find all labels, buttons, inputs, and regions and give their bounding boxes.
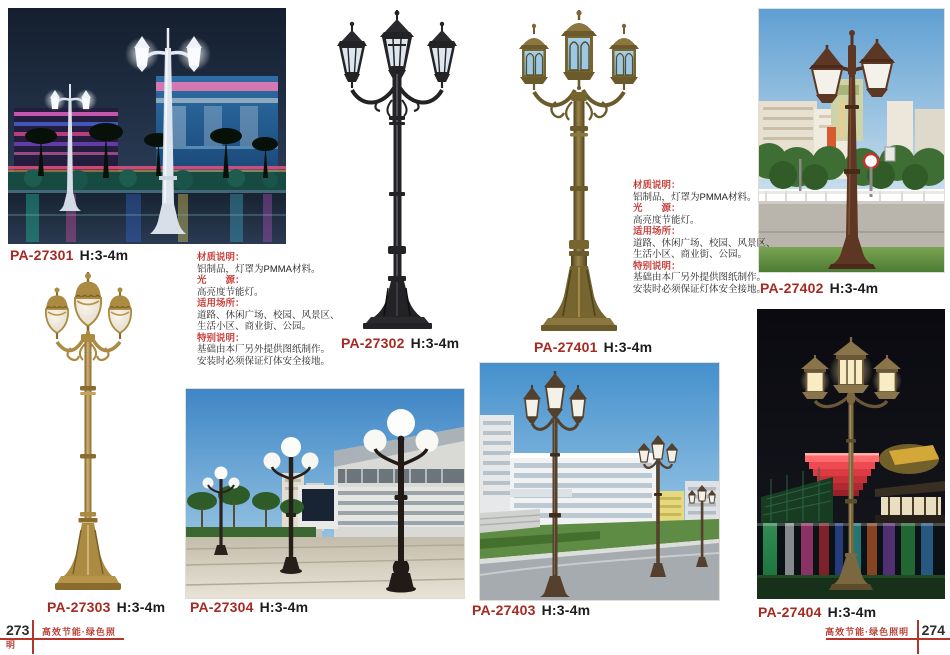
product-code: PA-27303 (47, 599, 111, 615)
spec-usage-line2: 生活小区、商业街、公园。 (633, 249, 748, 260)
gold-acorn-lamp (25, 268, 180, 598)
lamp-figure-27401 (512, 8, 647, 338)
product-height: H:3-4m (79, 247, 129, 263)
footer-left (6, 622, 124, 651)
footer-vline-right (917, 620, 919, 654)
product-label-27302 (341, 335, 459, 351)
spec-material-label: 材质说明： (197, 252, 245, 263)
night-plaza-scene (8, 8, 286, 244)
product-photo-27403 (479, 362, 720, 601)
spec-usage-label: 适用场所： (633, 226, 681, 237)
product-height: H:3-4m (116, 599, 166, 615)
page-number-left: 273 (6, 622, 30, 638)
spec-usage-label: 适用场所： (197, 298, 245, 309)
spec-source-value: 高亮度节能灯。 (197, 286, 264, 298)
product-label-27303 (47, 599, 165, 615)
lamp-figure-27303 (25, 268, 180, 598)
night-waterfront-scene (757, 309, 945, 599)
product-height: H:3-4m (829, 280, 879, 296)
product-photo-27301 (8, 8, 286, 244)
spec-special-line1: 基础由本厂另外提供图纸制作。 (197, 344, 331, 355)
product-label-27404 (758, 604, 876, 620)
product-code: PA-27404 (758, 604, 822, 620)
spec-material-value: 铝制品，灯罩为PMMA材料。 (197, 263, 321, 275)
product-label-27401 (534, 339, 652, 355)
spec-usage-line1: 道路、休闲广场、校园、风景区、 (197, 309, 340, 321)
product-label-27402 (760, 280, 878, 296)
product-height: H:3-4m (541, 602, 591, 618)
product-code: PA-27301 (10, 247, 74, 263)
spec-special-line2: 安装时必须保证灯体安全接地。 (633, 283, 767, 295)
spec-source-label: 光 源： (633, 203, 681, 214)
spec-special-line2: 安装时必须保证灯体安全接地。 (197, 355, 331, 367)
product-height: H:3-4m (259, 599, 309, 615)
spec-source-value: 高亮度节能灯。 (633, 214, 700, 226)
spec-usage-line2: 生活小区、商业街、公园。 (197, 321, 312, 332)
spec-usage-line1: 道路、休闲广场、校园、风景区、 (633, 237, 776, 249)
black-lantern-lamp (330, 8, 465, 334)
spec-block-right (633, 180, 776, 295)
product-code: PA-27401 (534, 339, 598, 355)
spec-special-line1: 基础由本厂另外提供图纸制作。 (633, 272, 767, 283)
page-number-right: 274 (921, 622, 945, 638)
product-photo-27304 (185, 388, 465, 599)
footer-slogan-left: 高效节能·绿色照明 (6, 627, 116, 650)
spec-source-label: 光 源： (197, 275, 245, 286)
bronze-lantern-lamp (512, 8, 647, 338)
product-height: H:3-4m (410, 335, 460, 351)
product-code: PA-27302 (341, 335, 405, 351)
product-code: PA-27403 (472, 602, 536, 618)
spec-material-label: 材质说明： (633, 180, 681, 191)
product-height: H:3-4m (827, 604, 877, 620)
day-street-scene (759, 9, 944, 272)
product-label-27403 (472, 602, 590, 618)
product-photo-27402 (758, 8, 945, 273)
footer-vline-left (32, 620, 34, 654)
footer-underline-right (826, 638, 950, 640)
spec-material-value: 铝制品，灯罩为PMMA材料。 (633, 191, 757, 203)
spec-special-label: 特别说明： (197, 332, 245, 344)
footer-underline-left (0, 638, 124, 640)
footer-right (825, 622, 945, 638)
product-label-27301 (10, 247, 128, 263)
product-photo-27404 (757, 309, 945, 599)
street-scene (480, 363, 719, 600)
product-label-27304 (190, 599, 308, 615)
spec-block-left (197, 252, 340, 367)
footer-slogan-right: 高效节能·绿色照明 (825, 627, 910, 637)
spec-special-label: 特别说明： (633, 260, 681, 272)
product-height: H:3-4m (603, 339, 653, 355)
product-code: PA-27304 (190, 599, 254, 615)
lamp-figure-27302 (330, 8, 465, 334)
plaza-scene (186, 389, 464, 598)
product-code: PA-27402 (760, 280, 824, 296)
